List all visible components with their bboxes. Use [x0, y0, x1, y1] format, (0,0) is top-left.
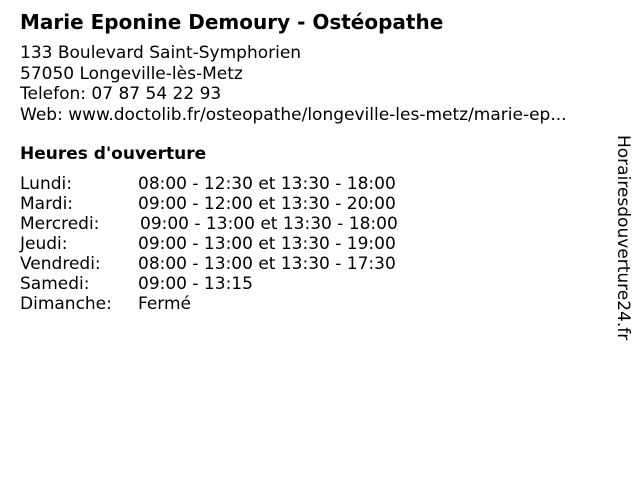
day-label: Samedi: [20, 274, 90, 294]
website-link: Web: www.doctolib.fr/osteopathe/longeville-les-metz/marie-ep... [20, 104, 567, 125]
site-watermark: Horairesdouverture24.fr [613, 135, 633, 341]
time-range: 09:00 - 13:00 et 13:30 - 18:00 [140, 214, 398, 234]
time-range: 09:00 - 12:00 et 13:30 - 20:00 [138, 194, 396, 214]
time-range: 09:00 - 13:15 [138, 274, 253, 294]
time-range: 08:00 - 13:00 et 13:30 - 17:30 [138, 254, 396, 274]
day-label: Jeudi: [20, 234, 68, 254]
hours-heading: Heures d'ouverture [20, 144, 207, 164]
day-label: Lundi: [20, 174, 72, 194]
day-label: Vendredi: [20, 254, 101, 274]
phone-number: Telefon: 07 87 54 22 93 [20, 84, 222, 104]
time-range: 09:00 - 13:00 et 13:30 - 19:00 [138, 234, 396, 254]
city-address: 57050 Longeville-lès-Metz [20, 63, 243, 84]
time-range: Fermé [138, 294, 192, 314]
time-range: 08:00 - 12:30 et 13:30 - 18:00 [138, 174, 396, 194]
business-contact [20, 43, 567, 125]
day-label: Mercredi: [20, 214, 100, 234]
business-title: Marie Eponine Demoury - Ostéopathe [20, 10, 444, 34]
street-address: 133 Boulevard Saint-Symphorien [20, 43, 302, 63]
day-label: Mardi: [20, 194, 74, 214]
day-label: Dimanche: [20, 294, 112, 314]
